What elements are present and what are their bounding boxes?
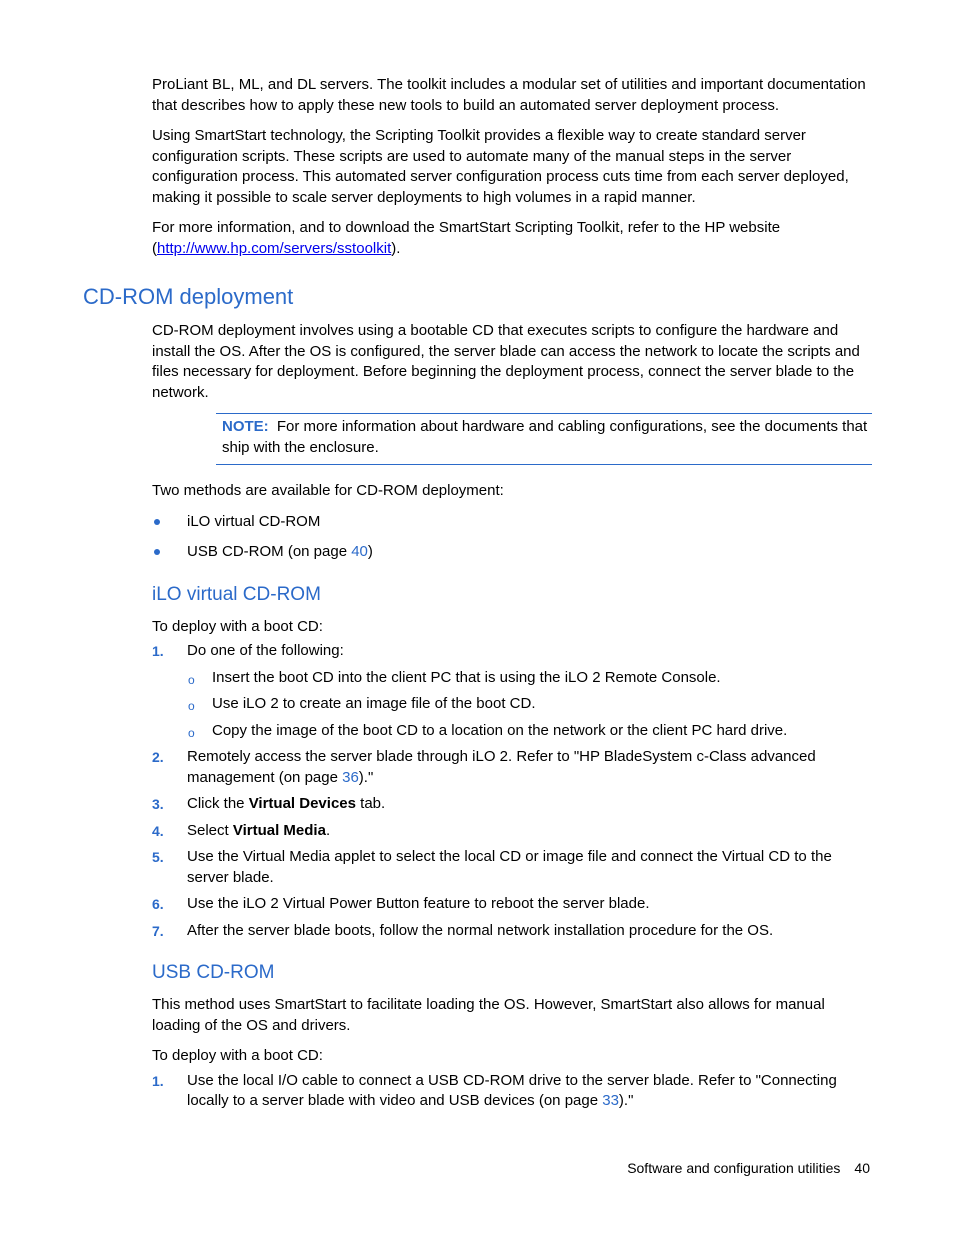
note-label: NOTE:: [222, 418, 269, 435]
sstoolkit-link[interactable]: http://www.hp.com/servers/sstoolkit: [157, 239, 392, 257]
option-item: [187, 668, 872, 689]
ilo-step-2: [152, 747, 872, 788]
method-item-ilo: [152, 512, 872, 533]
step-text: Use the Virtual Media applet to select the local CD or image file and connect the Virtual CD to the server blade.: [187, 848, 832, 886]
bullet-dot-icon: [154, 519, 160, 525]
usb-steps: [152, 1071, 872, 1112]
step-text: Do one of the following:: [187, 642, 344, 659]
intro-paragraph-2: Using SmartStart technology, the Scripting Toolkit provides a flexible way to create standard server configuration scripts. These scripts are used to automate many of the manual steps in the server configuration process. This automated server configuration process cuts time from each server deployed, making it possible to scale server deployments to high volumes in a rapid manner.: [152, 127, 849, 206]
page-number: 40: [854, 1160, 870, 1176]
step-number: 5.: [152, 849, 164, 865]
page-ref-36[interactable]: 36: [342, 768, 359, 786]
step-number: 6.: [152, 896, 164, 912]
intro-p3-text: For more information, and to download the SmartStart Scripting Toolkit, refer to the HP website (: [152, 219, 781, 257]
note-box: [216, 413, 872, 465]
step-number: 3.: [152, 796, 164, 812]
footer-title: Software and configuration utilities: [627, 1160, 841, 1176]
step-number: 7.: [152, 922, 164, 939]
methods-list: [152, 512, 872, 563]
step-text-close: ).": [618, 1092, 634, 1109]
ilo-steps: [152, 641, 872, 941]
intro-p3-close: ).: [391, 239, 401, 257]
option-text: Use iLO 2 to create an image file of the boot CD.: [212, 695, 536, 712]
virtual-media-label: Virtual Media: [232, 821, 326, 839]
step-text: Select: [187, 821, 233, 839]
step-number: 4.: [152, 822, 164, 839]
page-ref-33[interactable]: 33: [602, 1092, 619, 1109]
page-content: [83, 75, 872, 1118]
option-text: Insert the boot CD into the client PC that is using the iLO 2 Remote Console.: [212, 668, 721, 686]
method-label-usb: USB CD-ROM (on page: [187, 543, 352, 560]
cdrom-deployment-heading: CD-ROM deployment: [83, 284, 294, 309]
ilo-intro: To deploy with a boot CD:: [152, 617, 323, 635]
step-text-close: tab.: [355, 795, 386, 812]
usb-step-1: [152, 1071, 872, 1112]
step-text: Use the iLO 2 Virtual Power Button feature to reboot the server blade.: [187, 895, 650, 912]
usb-intro: To deploy with a boot CD:: [152, 1047, 323, 1064]
bullet-dot-icon: [154, 549, 160, 555]
step-number: 2.: [152, 749, 164, 765]
step-text: After the server blade boots, follow the normal network installation procedure for the OS.: [187, 921, 774, 939]
ilo-step-5: [152, 847, 872, 888]
ilo-step-6: [152, 894, 872, 915]
note-text: For more information about hardware and cabling configurations, see the documents that ship with the enclosure.: [222, 418, 868, 456]
circle-bullet-icon: o: [188, 725, 195, 740]
ilo-step-1-options: [187, 668, 872, 742]
step-text: Click the: [187, 795, 249, 812]
page-ref-40[interactable]: 40: [351, 543, 368, 560]
option-item: [187, 721, 872, 742]
ilo-step-4: [152, 821, 872, 842]
ilo-step-7: [152, 921, 872, 942]
intro-paragraph-1: ProLiant BL, ML, and DL servers. The toolkit includes a modular set of utilities and important documentation that describes how to apply these new tools to build an automated server deployment process.: [152, 76, 866, 114]
option-item: [187, 694, 872, 715]
circle-bullet-icon: o: [188, 699, 195, 713]
option-text: Copy the image of the boot CD to a location on the network or the client PC hard drive.: [212, 721, 788, 739]
ilo-step-1: [152, 641, 872, 741]
step-text-close: ).": [358, 768, 374, 786]
cdrom-paragraph: CD-ROM deployment involves using a bootable CD that executes scripts to configure the hardware and install the OS. After the OS is configured, the server blade can access the network to locate the scripts and files necessary for deployment. Before beginning the deployment process, connect the server blade to the network.: [152, 322, 860, 401]
ilo-step-3: [152, 794, 872, 815]
method-label-usb-close: ): [367, 543, 373, 560]
method-label-ilo: iLO virtual CD-ROM: [187, 512, 321, 530]
step-number: 1.: [152, 1072, 164, 1089]
step-text: Use the local I/O cable to connect a USB CD-ROM drive to the server blade. Refer to "Connecting locally to a server blade with video and USB devices (on page: [187, 1071, 837, 1109]
intro-paragraph-3: [152, 218, 872, 259]
usb-cdrom-heading: USB CD-ROM: [152, 962, 275, 983]
method-item-usb: [152, 542, 872, 563]
virtual-devices-label: Virtual Devices: [248, 795, 356, 812]
circle-bullet-icon: o: [188, 672, 195, 687]
methods-intro: Two methods are available for CD-ROM deployment:: [152, 482, 504, 499]
ilo-virtual-cdrom-heading: iLO virtual CD-ROM: [152, 583, 321, 605]
usb-paragraph: This method uses SmartStart to facilitate loading the OS. However, SmartStart also allows for manual loading of the OS and drivers.: [152, 996, 825, 1034]
step-text: Remotely access the server blade through iLO 2. Refer to "HP BladeSystem c-Class advanced management (on page: [187, 748, 816, 786]
page-footer: [627, 1158, 870, 1179]
step-number: 1.: [152, 643, 164, 659]
step-text-close: .: [325, 821, 331, 839]
